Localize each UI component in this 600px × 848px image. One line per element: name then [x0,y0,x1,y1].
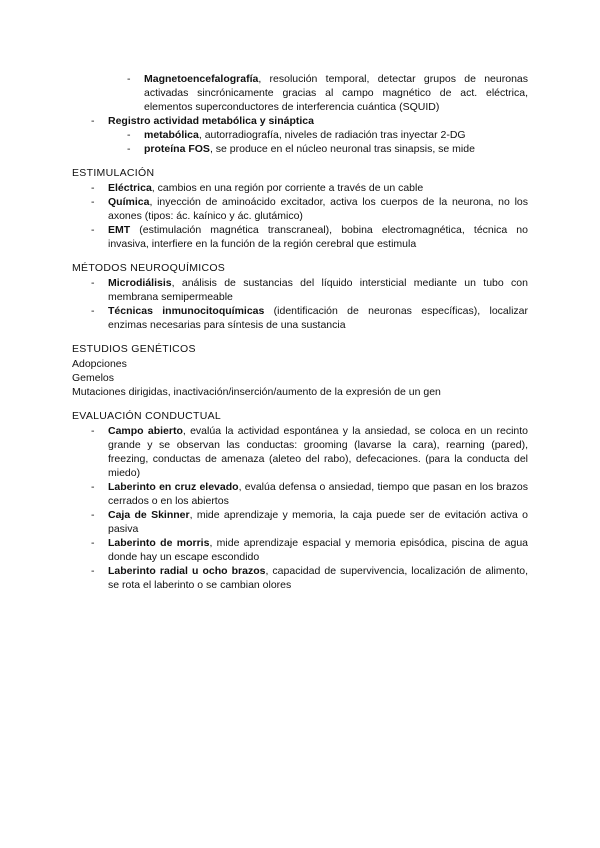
list-item: - Química, inyección de aminoácido excitador, activa los cuerpos de la neurona, no los axones (tipos: ác. kaínico y ác. glutámico) [72,195,528,223]
estimulacion-list [72,181,528,251]
text-line: Gemelos [72,372,115,384]
list-item: - Microdiálisis, análisis de sustancias del líquido intersticial mediante un tubo con membrana semipermeable [72,276,528,304]
document-page [72,72,528,592]
text-line: Adopciones [72,358,127,370]
top-sublist [72,72,528,114]
list-item-registro: - Registro actividad metabólica y sináptica [72,114,528,128]
list-item: - Laberinto radial u ocho brazos, capacidad de supervivencia, localización de alimento, se rota el laberinto o se cambian olores [72,564,528,592]
section-title-neuroquimicos: MÉTODOS NEUROQUÍMICOS [72,262,226,274]
list-item: - Campo abierto, evalúa la actividad espontánea y la ansiedad, se coloca en un recinto grande y se observan las conductas: grooming (lavarse la cara), rearning (pared), freezing, conductas de amenaza (aleteo del rabo), defecaciones. (para la conducta del miedo) [72,424,528,480]
list-item: - Laberinto en cruz elevado, evalúa defensa o ansiedad, tiempo que pasan en los brazos cerrados o en los abiertos [72,480,528,508]
registro-list [72,114,528,156]
list-item-proteina-fos: - proteína FOS, se produce en el núcleo neuronal tras sinapsis, se mide [72,142,528,156]
section-title-conductual: EVALUACIÓN CONDUCTUAL [72,410,222,422]
list-item: - Eléctrica, cambios en una región por corriente a través de un cable [72,181,528,195]
conductual-list [72,424,528,592]
list-item: - EMT (estimulación magnética transcraneal), bobina electromagnética, técnica no invasiva, interfiere en la función de la región cerebral que estimula [72,223,528,251]
text-line: Mutaciones dirigidas, inactivación/inserción/aumento de la expresión de un gen [72,386,441,398]
neuroquimicos-list [72,276,528,332]
list-item: - Caja de Skinner, mide aprendizaje y memoria, la caja puede ser de evitación activa o pasiva [72,508,528,536]
section-title-estimulacion: ESTIMULACIÓN [72,167,155,179]
list-item: - Técnicas inmunocitoquímicas (identificación de neuronas específicas), localizar enzimas necesarias para síntesis de una sustancia [72,304,528,332]
list-item-magnetoencefalografia: - Magnetoencefalografía, resolución temporal, detectar grupos de neuronas activadas sincrónicamente gracias al campo magnético de act. eléctrica, elementos superconductores de interferencia cuántica (SQUID) [72,72,528,114]
list-item: - Laberinto de morris, mide aprendizaje espacial y memoria episódica, piscina de agua donde hay un escape escondido [72,536,528,564]
list-item-metabolica: - metabólica, autorradiografía, niveles de radiación tras inyectar 2-DG [72,128,528,142]
section-title-geneticos: ESTUDIOS GENÉTICOS [72,343,196,355]
